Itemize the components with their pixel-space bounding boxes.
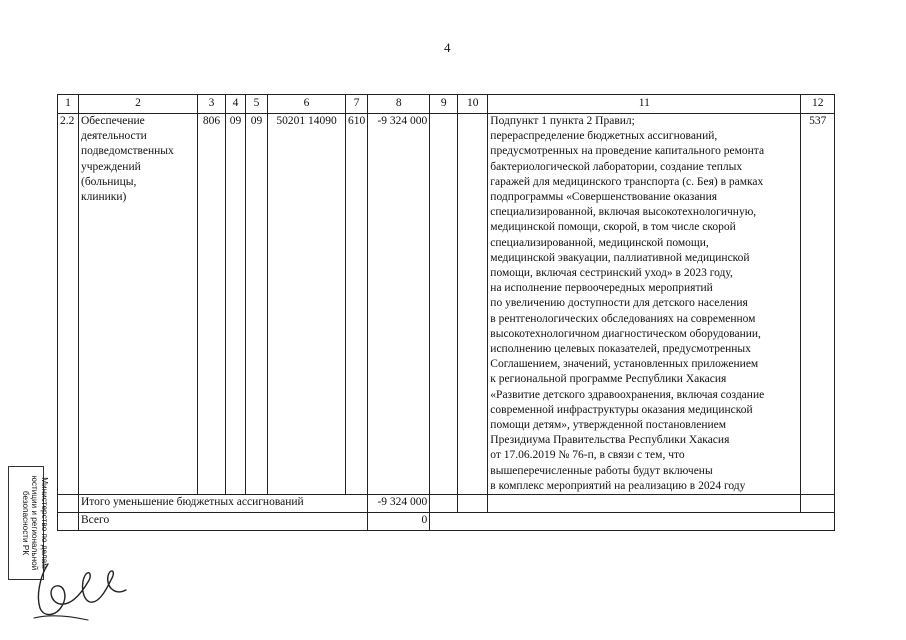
reason-line: в рентгенологических обследованиях на современном: [490, 312, 756, 325]
subtotal-row: [58, 495, 835, 513]
reason-line: подпрограммы «Совершенствование оказания: [490, 191, 718, 204]
reason-line: к региональной программе Республики Хакасия: [490, 373, 727, 386]
reason-line: Соглашением, значений, установленных приложением: [490, 358, 759, 371]
reason-line: современной инфраструктуры оказания медицинской: [490, 403, 753, 416]
reason-line: Президиума Правительства Республики Хакасия: [490, 434, 730, 447]
blank-cell: [488, 495, 801, 513]
reason-line: специализированной, включая высокотехнологичную,: [490, 206, 757, 219]
total-row: [58, 513, 835, 531]
reason-line: «Развитие детского здравоохранения, включая создание: [490, 388, 765, 401]
row-name-line: деятельности: [81, 130, 147, 143]
header-cell: 5: [246, 95, 268, 114]
reason-line: от 17.06.2019 № 76-п, в связи с тем, что: [490, 449, 685, 462]
reason-line: перераспределение бюджетных ассигнований,: [490, 130, 718, 143]
ministry-code: 806: [198, 114, 226, 495]
header-cell: 8: [368, 95, 430, 114]
expense-type-code: 610: [346, 114, 368, 495]
reason-line: предусмотренных на проведение капитального ремонта: [490, 145, 765, 158]
reason-line: в комплекс мероприятий на реализацию в 2024 году: [490, 479, 746, 492]
reason-line: бактериологической лаборатории, создание теплых: [490, 160, 743, 173]
stamp-line: юстиции и региональной: [30, 475, 40, 571]
blank-cell: [458, 495, 488, 513]
reason-line: высокотехнологичном диагностическом оборудовании,: [490, 327, 761, 340]
header-cell: 7: [346, 95, 368, 114]
header-cell: 11: [488, 95, 801, 114]
reason-line: специализированной, медицинской помощи,: [490, 236, 709, 249]
reason-line: медицинской эвакуации, паллиативной медицинской: [490, 251, 750, 264]
reason-line: на исполнение первоочередных мероприятий: [490, 282, 713, 295]
empty-cell-9: [430, 114, 458, 495]
row-name-line: Обеспечение: [81, 115, 145, 127]
subtotal-label: Итого уменьшение бюджетных ассигнований: [79, 495, 368, 513]
header-cell: 3: [198, 95, 226, 114]
reason-line: по увеличению доступности для детского населения: [490, 297, 748, 310]
blank-cell: [430, 513, 835, 531]
amount-cell: -9 324 000: [368, 114, 430, 495]
target-article-code: 50201 14090: [268, 114, 346, 495]
row-name-line: подведомственных: [81, 145, 174, 158]
header-cell: 4: [226, 95, 246, 114]
blank-cell: [58, 495, 79, 513]
handwritten-signature: [30, 556, 140, 626]
header-cell: 6: [268, 95, 346, 114]
reason-line: медицинской помощи, скорой, в том числе скорой: [490, 221, 736, 234]
blank-cell: [430, 495, 458, 513]
table-row: [58, 114, 835, 495]
budget-table: [57, 94, 835, 531]
row-name: [79, 114, 198, 495]
total-label: Всего: [79, 513, 368, 531]
stamp-line: Министерство по делам: [40, 477, 49, 569]
total-value: 0: [368, 513, 430, 531]
section-code: 09: [226, 114, 246, 495]
reason-cell: [488, 114, 801, 495]
header-cell: 1: [58, 95, 79, 114]
reason-line: исполнению целевых показателей, предусмотренных: [490, 343, 751, 356]
page-number: 4: [444, 40, 451, 55]
code-537-cell: 537: [801, 114, 835, 495]
header-row: [58, 95, 835, 114]
subtotal-value: -9 324 000: [368, 495, 430, 513]
reason-line: помощи детям», утвержденной постановлением: [490, 419, 727, 432]
reason-line: вышеперечисленные работы будут включены: [490, 464, 713, 477]
row-number: 2.2: [58, 114, 79, 495]
reason-line: Подпункт 1 пункта 2 Правил;: [490, 115, 635, 127]
row-name-line: (больницы,: [81, 175, 137, 188]
header-cell: 10: [458, 95, 488, 114]
subsection-code: 09: [246, 114, 268, 495]
reason-line: гаражей для медицинского транспорта (с. Бея) в рамках: [490, 175, 764, 188]
empty-cell-10: [458, 114, 488, 495]
row-name-line: клиники): [81, 191, 127, 204]
header-cell: 9: [430, 95, 458, 114]
blank-cell: [58, 513, 79, 531]
header-cell: 12: [801, 95, 835, 114]
stamp-line: безопасности РК: [20, 490, 30, 556]
reason-line: помощи, включая сестринский уход» в 2023 году,: [490, 267, 733, 280]
row-name-line: учреждений: [81, 160, 141, 173]
header-cell: 2: [79, 95, 198, 114]
blank-cell: [801, 495, 835, 513]
